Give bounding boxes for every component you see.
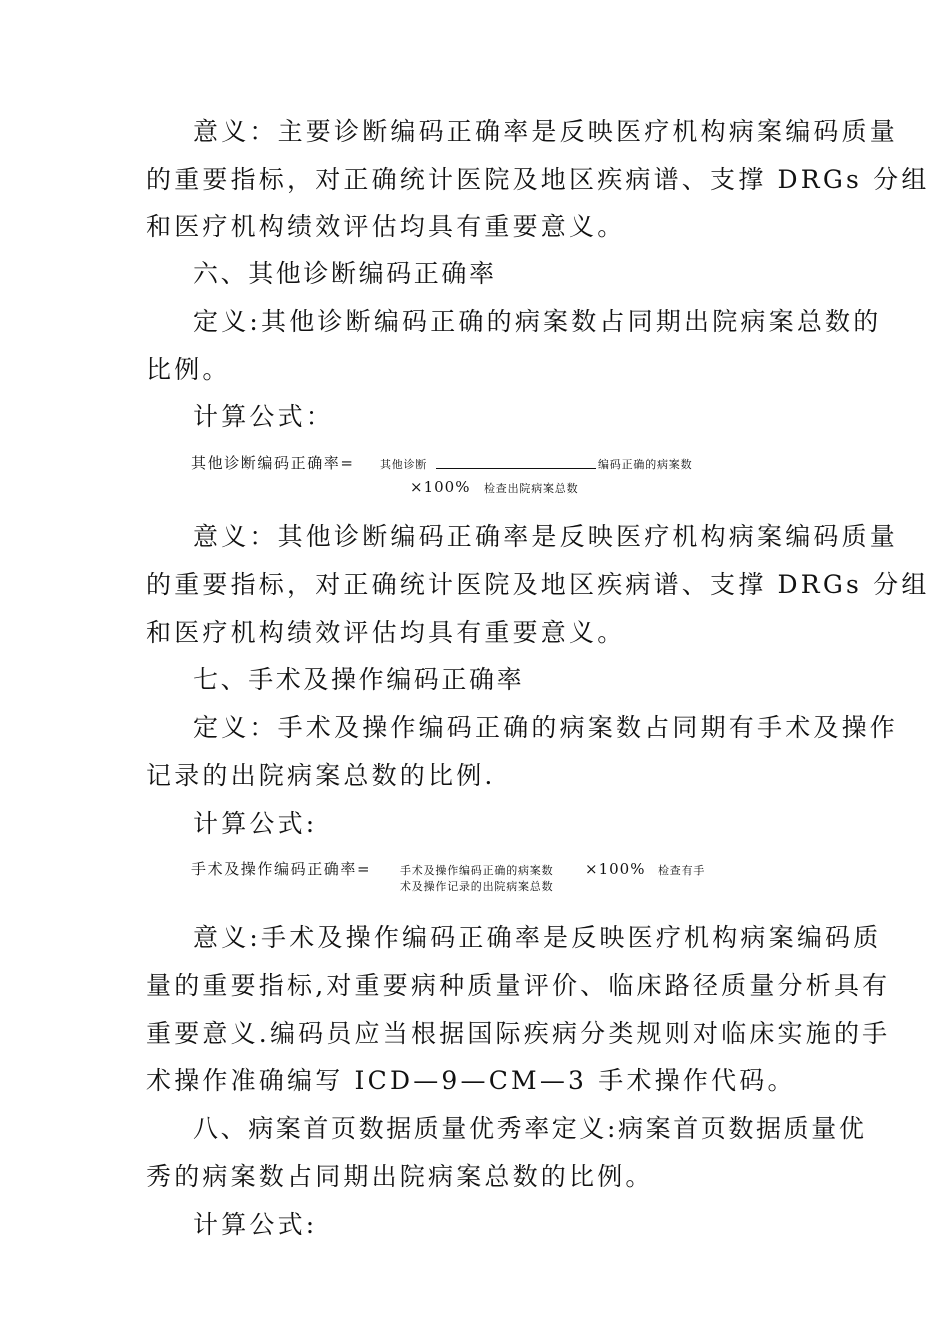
formula-7-denominator-part-b: 术及操作记录的出院病案总数 [400, 880, 554, 893]
formula-6-numerator-right: 编码正确的病案数 [598, 458, 693, 471]
formula-6-fraction-bar [436, 468, 596, 469]
formula-heading-8: 计算公式: [193, 1210, 318, 1239]
formula-7-label: 手术及操作编码正确率= [191, 860, 372, 878]
formula-heading-7: 计算公式: [193, 809, 318, 838]
formula-6-numerator-left: 其他诊断 [380, 458, 428, 471]
significance-6-line-1: 意义：其他诊断编码正确率是反映医疗机构病案编码质量 [193, 522, 899, 551]
formula-7-numerator: 手术及操作编码正确的病案数 [400, 864, 554, 877]
formula-6-multiplier: ×100% [410, 478, 471, 496]
significance-7-line-2: 量的重要指标,对重要病种质量评价、临床路径质量分析具有 [146, 971, 891, 1000]
definition-7-line-1: 定义：手术及操作编码正确的病案数占同期有手术及操作 [193, 713, 899, 742]
section-heading-6: 六、其他诊断编码正确率 [193, 259, 497, 288]
significance-7-line-4: 术操作准确编写 ICD—9—CM—3 手术操作代码。 [146, 1066, 796, 1095]
significance-6-line-2: 的重要指标，对正确统计医院及地区疾病谱、支撑 DRGs 分组 [146, 570, 930, 599]
significance-main-diagnosis-line-1: 意义：主要诊断编码正确率是反映医疗机构病案编码质量 [193, 117, 899, 146]
significance-main-diagnosis-line-3: 和医疗机构绩效评估均具有重要意义。 [146, 212, 626, 241]
definition-6-line-1: 定义:其他诊断编码正确的病案数占同期出院病案总数的 [193, 307, 882, 336]
formula-7-denominator-part-a: 检查有手 [658, 864, 706, 877]
section-heading-7: 七、手术及操作编码正确率 [193, 665, 525, 694]
formula-6-label: 其他诊断编码正确率= [191, 454, 355, 472]
section-heading-8: 八、病案首页数据质量优秀率定义:病案首页数据质量优 [193, 1114, 867, 1143]
significance-7-line-3: 重要意义.编码员应当根据国际疾病分类规则对临床实施的手 [146, 1019, 891, 1048]
significance-6-line-3: 和医疗机构绩效评估均具有重要意义。 [146, 618, 626, 647]
formula-6-denominator: 检查出院病案总数 [484, 482, 579, 495]
significance-main-diagnosis-line-2: 的重要指标，对正确统计医院及地区疾病谱、支撑 DRGs 分组 [146, 165, 930, 194]
definition-7-line-2: 记录的出院病案总数的比例. [146, 761, 496, 790]
section-8-definition-line-2: 秀的病案数占同期出院病案总数的比例。 [146, 1162, 654, 1191]
definition-6-line-2: 比例。 [146, 355, 231, 384]
formula-heading-6: 计算公式： [193, 402, 335, 431]
significance-7-line-1: 意义:手术及操作编码正确率是反映医疗机构病案编码质 [193, 923, 882, 952]
formula-7-multiplier: ×100% [585, 860, 646, 878]
